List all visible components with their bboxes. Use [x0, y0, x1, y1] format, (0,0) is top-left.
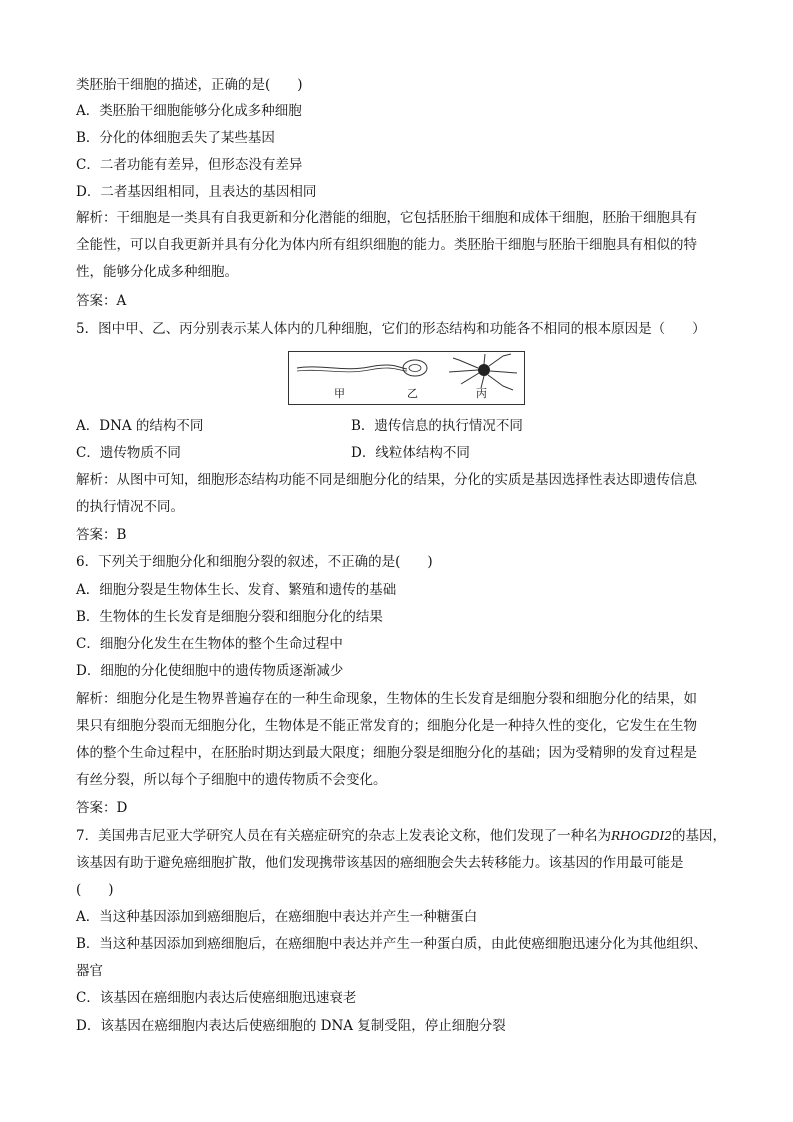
- question-7-option-c: C．该基因在癌细胞内表达后使癌细胞迅速衰老: [76, 990, 357, 1006]
- question-7-stem-line-1: [76, 826, 726, 846]
- question-6-stem: 6．下列关于细胞分化和细胞分裂的叙述，不正确的是( ): [76, 554, 433, 570]
- question-7-option-d: D．该基因在癌细胞内表达后使癌细胞的 DNA 复制受阻，停止细胞分裂: [76, 1018, 506, 1034]
- gene-name: RHOGDI2: [611, 829, 673, 843]
- question-6-option-b: B．生物体的生长发育是细胞分裂和细胞分化的结果: [76, 609, 383, 625]
- question-5-analysis-line-1: 解析：从图中可知，细胞形态结构功能不同是细胞分化的结果，分化的实质是基因选择性表达即遗传信息: [76, 472, 697, 488]
- question-5-option-b: B．遗传信息的执行情况不同: [351, 418, 523, 434]
- question-6-analysis-line-3: 体的整个生命过程中，在胚胎时期达到最大限度；细胞分裂是细胞分化的基础；因为受精卵的发育过程是: [76, 745, 697, 761]
- question-6-analysis-line-2: 果只有细胞分裂而无细胞分化，生物体是不能正常发育的；细胞分化是一种持久性的变化，它发生在生物: [76, 718, 697, 734]
- question-6-option-a: A．细胞分裂是生物体生长、发育、繁殖和遗传的基础: [76, 582, 397, 598]
- question-5-option-a: A．DNA 的结构不同: [76, 418, 204, 434]
- question-4-analysis-line-3: 性，能够分化成多种细胞。: [76, 264, 238, 280]
- question-5-options-row-1: [76, 416, 523, 436]
- question-6-analysis-line-1: 解析：细胞分化是生物界普遍存在的一种生命现象，生物体的生长发育是细胞分裂和细胞分化的结果，如: [76, 691, 697, 707]
- question-4-option-d: D．二者基因组相同，且表达的基因相同: [76, 184, 317, 200]
- figure-label-bing: 丙: [476, 387, 487, 400]
- question-7-stem-line-3: ( ): [76, 882, 114, 898]
- question-4-answer: 答案：A: [76, 293, 127, 309]
- question-6-analysis-line-4: 有丝分裂，所以每个子细胞中的遗传物质不会变化。: [76, 772, 387, 788]
- question-4-analysis-line-1: 解析：干细胞是一类具有自我更新和分化潜能的细胞，它包括胚胎干细胞和成体干细胞，胚胎干细胞具有: [76, 210, 697, 226]
- question-4-analysis-line-2: 全能性，可以自我更新并具有分化为体内所有组织细胞的能力。类胚胎干细胞与胚胎干细胞具有相似的特: [76, 237, 697, 253]
- question-5-answer: 答案：B: [76, 527, 127, 543]
- question-5-options-row-2: [76, 443, 470, 463]
- question-4-option-b: B．分化的体细胞丢失了某些基因: [76, 130, 275, 146]
- figure-label-jia: 甲: [334, 387, 345, 400]
- question-7-option-a: A．当这种基因添加到癌细胞后，在癌细胞中表达并产生一种糖蛋白: [76, 909, 478, 925]
- question-6-option-c: C．细胞分化发生在生物体的整个生命过程中: [76, 636, 343, 652]
- question-5-option-d: D．线粒体结构不同: [351, 445, 470, 461]
- question-7-stem-prefix: 7．美国弗吉尼亚大学研究人员在有关癌症研究的杂志上发表论文称，他们发现了一种名为: [76, 828, 612, 844]
- question-6-option-d: D．细胞的分化使细胞中的遗传物质逐渐减少: [76, 663, 344, 679]
- neuron-cell-body: [478, 364, 490, 376]
- question-5-option-c: C．遗传物质不同: [76, 445, 181, 461]
- question-6-answer: 答案：D: [76, 800, 128, 816]
- question-4-stem-tail: 类胚胎干细胞的描述，正确的是( ): [76, 77, 303, 93]
- oval-cell-shape: [403, 360, 427, 376]
- cell-figure: [288, 351, 525, 405]
- question-7-option-b-line-1: B．当这种基因添加到癌细胞后，在癌细胞中表达并产生一种蛋白质，由此使癌细胞迅速分化为其他组织、: [76, 936, 707, 952]
- question-7-option-b-line-2: 器官: [76, 963, 103, 979]
- question-5-stem: 5．图中甲、乙、丙分别表示某人体内的几种细胞，它们的形态结构和功能各不相同的根本原因是（ ）: [76, 321, 706, 337]
- question-7-stem-line-2: 该基因有助于避免癌细胞扩散，他们发现携带该基因的癌细胞会失去转移能力。该基因的作用最可能是: [76, 855, 684, 871]
- question-4-option-a: A．类胚胎干细胞能够分化成多种细胞: [76, 103, 302, 119]
- question-7-stem-suffix: 的基因，: [672, 828, 727, 844]
- figure-label-yi: 乙: [407, 387, 418, 400]
- oval-cell-nucleus: [409, 365, 421, 372]
- question-5-analysis-line-2: 的执行情况不同。: [76, 499, 184, 515]
- question-4-option-c: C．二者功能有差异，但形态没有差异: [76, 157, 303, 173]
